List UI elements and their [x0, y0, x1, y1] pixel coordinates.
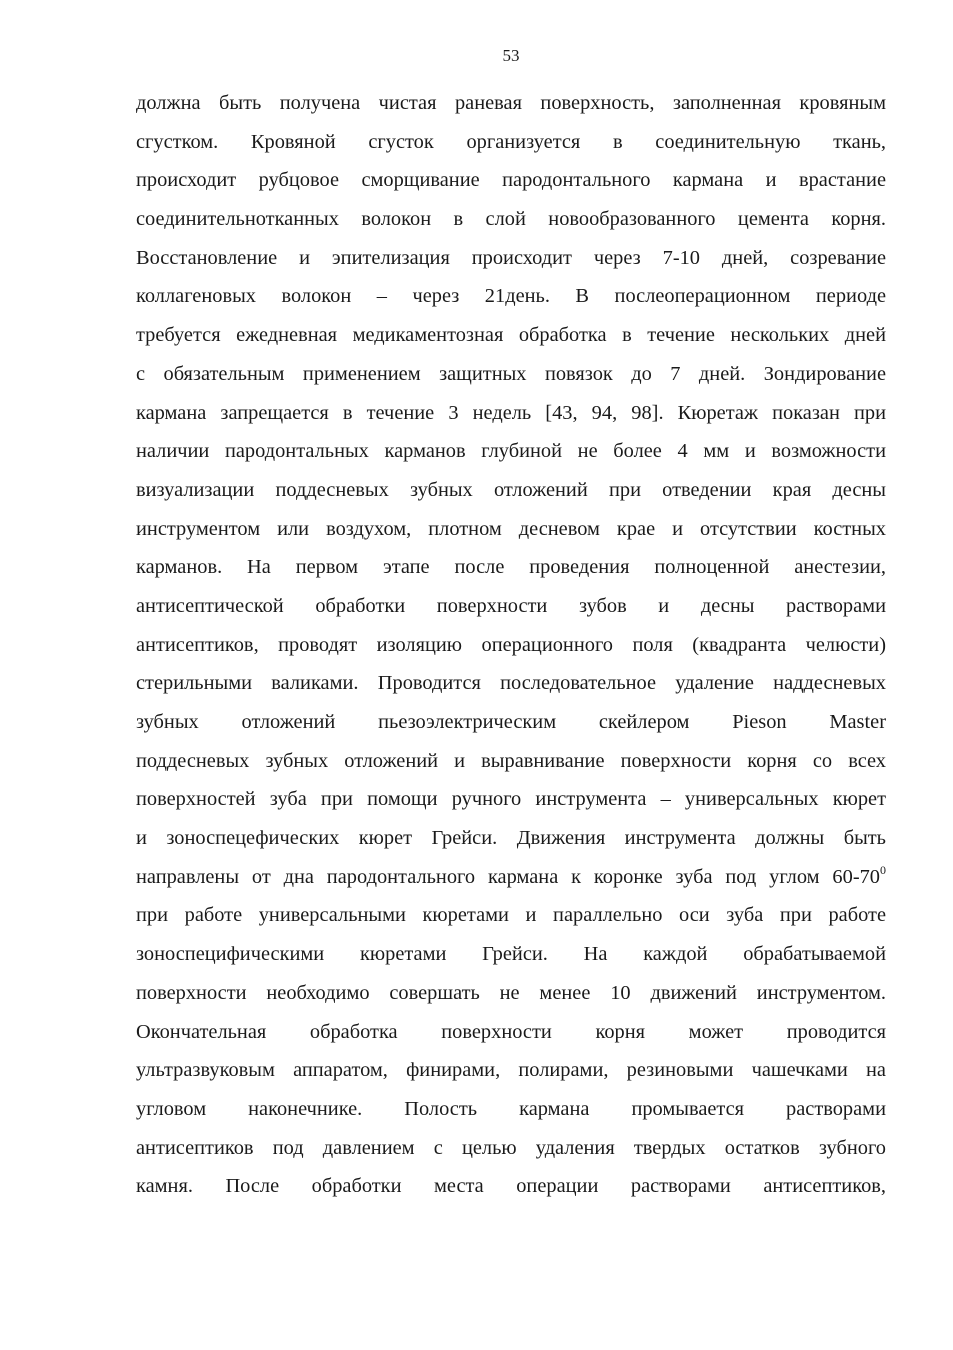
text-line: наличии пародонтальных карманов глубиной не более 4 мм и возможности — [136, 440, 886, 463]
text-line: стерильными валиками. Проводится последовательное удаление наддесневых — [136, 672, 886, 695]
text-line: визуализации поддесневых зубных отложений при отведении края десны — [136, 478, 886, 501]
text-line: соединительнотканных волокон в слой новообразованного цемента корня. — [136, 208, 886, 231]
text-line: и зоноспецефических кюрет Грейси. Движения инструмента должны быть — [136, 827, 886, 850]
body-text — [136, 88, 886, 1210]
text-line: кармана запрещается в течение 3 недель [43, 94, 98]. Кюретаж показан при — [136, 401, 886, 424]
text-line: должна быть получена чистая раневая поверхность, заполненная кровяным — [136, 92, 886, 114]
text-line: сгустком. Кровяной сгусток организуется в соединительную ткань, — [136, 130, 886, 153]
page-number: 53 — [502, 46, 520, 65]
text-line: происходит рубцовое сморщивание пародонтального кармана и врастание — [136, 169, 886, 192]
text-line: зоноспецифическими кюретами Грейси. На каждой обрабатываемой — [136, 943, 886, 966]
text-line: требуется ежедневная медикаментозная обработка в течение нескольких дней — [136, 324, 886, 347]
text-line: инструментом или воздухом, плотном десневом крае и отсутствии костных — [136, 517, 886, 540]
text-line: угловом наконечнике. Полость кармана промывается растворами — [136, 1097, 886, 1120]
text-line: при работе универсальными кюретами и параллельно оси зуба при работе — [136, 904, 886, 927]
text-line: карманов. На первом этапе после проведения полноценной анестезии, — [136, 556, 886, 579]
text-line: антисептиков под давлением с целью удаления твердых остатков зубного — [136, 1136, 886, 1159]
text-line: антисептической обработки поверхности зубов и десны растворами — [136, 594, 886, 617]
text-line: поддесневых зубных отложений и выравнивание поверхности корня со всех — [136, 749, 886, 772]
text-line: антисептиков, проводят изоляцию операционного поля (квадранта челюсти) — [136, 633, 886, 656]
degree-superscript: 0 — [880, 862, 886, 877]
text-line: Окончательная обработка поверхности корня может проводится — [136, 1020, 886, 1043]
text-line: камня. После обработки места операции растворами антисептиков, — [136, 1175, 886, 1198]
text-line: поверхности необходимо совершать не менее 10 движений инструментом. — [136, 981, 886, 1004]
text-line: коллагеновых волокон – через 21день. В послеоперационном периоде — [136, 285, 886, 308]
text-line: зубных отложений пьезоэлектрическим скейлером Pieson Master — [136, 711, 886, 733]
text-line-content: направлены от дна пародонтального кармана к коронке зуба под углом 60-70 — [136, 865, 880, 888]
text-line: Восстановление и эпителизация происходит через 7-10 дней, созревание — [136, 246, 886, 269]
text-line: с обязательным применением защитных повязок до 7 дней. Зондирование — [136, 362, 886, 385]
text-line: поверхностей зуба при помощи ручного инструмента – универсальных кюрет — [136, 788, 886, 811]
text-line-with-superscript — [136, 862, 886, 901]
text-line: ультразвуковым аппаратом, финирами, полирами, резиновыми чашечками на — [136, 1059, 886, 1082]
